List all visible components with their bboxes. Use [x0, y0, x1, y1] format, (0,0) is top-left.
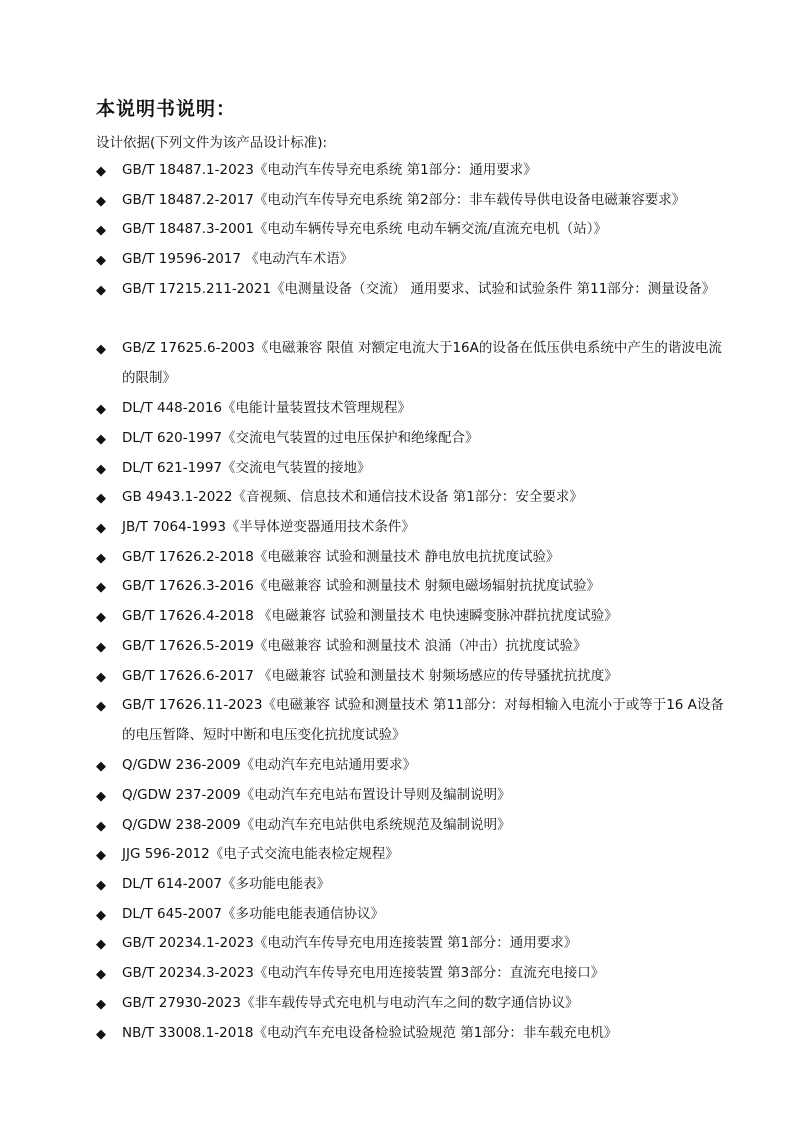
standard-text: Q/GDW 237-2009《电动汽车充电站布置设计导则及编制说明》	[122, 787, 511, 803]
standard-text: GB/T 17626.6-2017 《电磁兼容 试验和测量技术 射频场感应的传导骚扰抗扰度》	[122, 668, 618, 684]
black-diamond-icon: ◆	[96, 223, 106, 238]
standard-text: GB/T 17626.2-2018《电磁兼容 试验和测量技术 静电放电抗扰度试验》	[122, 549, 560, 565]
black-diamond-icon: ◆	[96, 937, 106, 952]
standard-text: DL/T 621-1997《交流电气装置的接地》	[122, 460, 371, 476]
black-diamond-icon: ◆	[96, 342, 106, 357]
black-diamond-icon: ◆	[96, 699, 106, 714]
standard-text: NB/T 33008.1-2018《电动汽车充电设备检验试验规范 第1部分：非车载充电机》	[122, 1025, 618, 1041]
black-diamond-icon: ◆	[96, 759, 106, 774]
standard-text: GB/T 18487.3-2001《电动车辆传导充电系统 电动车辆交流/直流充电机（站）》	[122, 221, 607, 237]
standard-text: DL/T 448-2016《电能计量装置技术管理规程》	[122, 400, 411, 416]
standard-text: GB/T 20234.1-2023《电动汽车传导充电用连接装置 第1部分：通用要求》	[122, 935, 578, 951]
standard-text: Q/GDW 238-2009《电动汽车充电站供电系统规范及编制说明》	[122, 817, 511, 833]
standard-text: DL/T 620-1997《交流电气装置的过电压保护和绝缘配合》	[122, 430, 479, 446]
black-diamond-icon: ◆	[96, 164, 106, 179]
standard-text: GB/T 17626.11-2023《电磁兼容 试验和测量技术 第11部分：对每相输入电流小于或等于16 A设备的电压暂降、短时中断和电压变化抗扰度试验》	[122, 697, 724, 743]
black-diamond-icon: ◆	[96, 848, 106, 863]
standard-text: GB/T 20234.3-2023《电动汽车传导充电用连接装置 第3部分：直流充电接口》	[122, 965, 605, 981]
black-diamond-icon: ◆	[96, 967, 106, 982]
black-diamond-icon: ◆	[96, 670, 106, 685]
document-heading: 本说明书说明：	[96, 98, 237, 120]
black-diamond-icon: ◆	[96, 402, 106, 417]
standard-text: GB/T 17626.4-2018 《电磁兼容 试验和测量技术 电快速瞬变脉冲群抗扰度试验》	[122, 608, 618, 624]
standard-text: Q/GDW 236-2009《电动汽车充电站通用要求》	[122, 757, 417, 773]
black-diamond-icon: ◆	[96, 432, 106, 447]
black-diamond-icon: ◆	[96, 580, 106, 595]
black-diamond-icon: ◆	[96, 908, 106, 923]
standard-text: GB/T 18487.1-2023《电动汽车传导充电系统 第1部分：通用要求》	[122, 162, 537, 178]
standard-text: GB/T 27930-2023《非车载传导式充电机与电动汽车之间的数字通信协议》	[122, 995, 579, 1011]
standard-text: GB/Z 17625.6-2003《电磁兼容 限值 对额定电流大于16A的设备在低压供电系统中产生的谐波电流的限制》	[122, 340, 722, 386]
black-diamond-icon: ◆	[96, 253, 106, 268]
standard-text: JJG 596-2012《电子式交流电能表检定规程》	[122, 846, 399, 862]
black-diamond-icon: ◆	[96, 610, 106, 625]
black-diamond-icon: ◆	[96, 819, 106, 834]
standard-text: DL/T 614-2007《多功能电能表》	[122, 876, 330, 892]
standard-text: DL/T 645-2007《多功能电能表通信协议》	[122, 906, 384, 922]
standard-text: JB/T 7064-1993《半导体逆变器通用技术条件》	[122, 519, 415, 535]
black-diamond-icon: ◆	[96, 789, 106, 804]
design-basis-intro: 设计依据(下列文件为该产品设计标准):	[96, 135, 328, 151]
black-diamond-icon: ◆	[96, 1027, 106, 1042]
black-diamond-icon: ◆	[96, 491, 106, 506]
standard-text: GB/T 17626.3-2016《电磁兼容 试验和测量技术 射频电磁场辐射抗扰度试验》	[122, 578, 600, 594]
standard-text: GB/T 17626.5-2019《电磁兼容 试验和测量技术 浪涌（冲击）抗扰度试验》	[122, 638, 587, 654]
black-diamond-icon: ◆	[96, 194, 106, 209]
black-diamond-icon: ◆	[96, 551, 106, 566]
black-diamond-icon: ◆	[96, 997, 106, 1012]
standard-text: GB/T 18487.2-2017《电动汽车传导充电系统 第2部分：非车载传导供电设备电磁兼容要求》	[122, 192, 686, 208]
standard-text: GB/T 19596-2017 《电动汽车术语》	[122, 251, 354, 267]
black-diamond-icon: ◆	[96, 640, 106, 655]
black-diamond-icon: ◆	[96, 521, 106, 536]
standard-text: GB/T 17215.211-2021《电测量设备（交流） 通用要求、试验和试验条件 第11部分：测量设备》	[122, 281, 716, 297]
black-diamond-icon: ◆	[96, 283, 106, 298]
black-diamond-icon: ◆	[96, 878, 106, 893]
black-diamond-icon: ◆	[96, 462, 106, 477]
standard-text: GB 4943.1-2022《音视频、信息技术和通信技术设备 第1部分：安全要求》	[122, 489, 583, 505]
